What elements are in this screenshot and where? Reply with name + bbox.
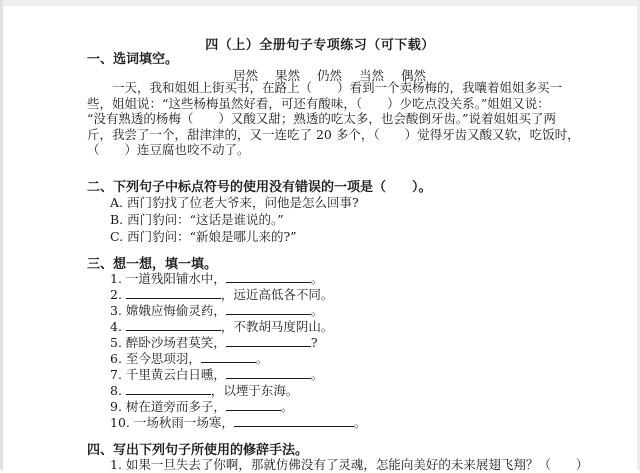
fill-suffix: 。 <box>353 415 367 430</box>
answer-blank[interactable] <box>126 287 221 299</box>
fill-suffix: 。 <box>310 367 324 382</box>
option-b: B. 西门豹问：“这话是谁说的。” <box>110 212 284 227</box>
fill-suffix: 。 <box>255 351 269 366</box>
answer-blank[interactable] <box>226 335 311 347</box>
word-choice: 偶然 <box>401 68 427 83</box>
passage-line: （ ）连豆腐也咬不动了。 <box>87 142 250 157</box>
fill-suffix: 。 <box>310 303 324 318</box>
page-left-edge <box>0 0 3 470</box>
section4-heading: 四、写出下列句子所使用的修辞手法。 <box>87 443 309 458</box>
fill-prompt: 2. <box>110 287 126 302</box>
answer-blank[interactable] <box>234 415 354 427</box>
fill-suffix: 。 <box>310 271 324 286</box>
passage-line: “没有熟透的杨梅（ ）又酸又甜；熟透的吃太多，也会酸倒牙齿。”说着姐姐买了两 <box>87 111 557 126</box>
page-top-edge <box>0 0 640 6</box>
passage-line: 一天，我和姐姐上街买书，在路上（ ）看到一个卖杨梅的，我嚷着姐姐多买一 <box>87 80 563 95</box>
word-choice: 仍然 <box>317 68 343 83</box>
fill-prompt: 10. 一场秋雨一场寒， <box>110 415 234 430</box>
fill-prompt: 6. 至今思项羽， <box>110 351 201 366</box>
fill-prompt: 3. 嫦娥应悔偷灵药， <box>110 303 226 318</box>
fill-suffix: ? <box>310 335 318 350</box>
section4-item: 1. 如果一旦失去了你啊，那就仿佛没有了灵魂，怎能向美好的未来展翅飞翔？（ ） <box>110 457 589 472</box>
fill-suffix: ，以堙于东海。 <box>210 383 299 398</box>
word-choice: 居然 <box>233 68 259 83</box>
section1-passage <box>87 80 580 158</box>
answer-blank[interactable] <box>226 399 281 411</box>
option-a: A. 西门豹找了位老大爷来，问他是怎么回事? <box>110 195 359 210</box>
section1-heading: 一、选词填空。 <box>87 52 179 67</box>
word-choice: 果然 <box>275 68 301 83</box>
fill-prompt: 4. <box>110 319 126 334</box>
word-choice: 当然 <box>359 68 385 83</box>
fill-suffix: ，不教胡马度阴山。 <box>220 319 334 334</box>
fill-item <box>110 413 366 431</box>
fill-suffix: ，远近高低各不同。 <box>220 287 334 302</box>
answer-blank[interactable] <box>126 383 211 395</box>
passage-line: 些，姐姐说：“这些杨梅虽然好看，可还有酸味，（ ）少吃点没关系。”姐姐又说： <box>87 95 550 111</box>
answer-blank[interactable] <box>226 367 311 379</box>
fill-prompt: 8. <box>110 383 126 398</box>
fill-prompt: 7. 千里黄云白日曛， <box>110 367 226 382</box>
answer-blank[interactable] <box>226 303 311 315</box>
section2-heading: 二、下列句子中标点符号的使用没有错误的一项是（ ）。 <box>87 180 432 195</box>
document-title: 四（上）全册句子专项练习（可下载） <box>205 38 435 53</box>
fill-suffix: 。 <box>280 399 294 414</box>
option-c: C. 西门豹问：“新娘是哪儿来的?” <box>110 229 297 244</box>
fill-prompt: 1. 一道残阳铺水中， <box>110 271 226 286</box>
section3-heading: 三、想一想，填一填。 <box>87 257 218 272</box>
fill-prompt: 9. 树在道旁而多子， <box>110 399 226 414</box>
answer-blank[interactable] <box>201 351 256 363</box>
answer-blank[interactable] <box>126 319 221 331</box>
answer-blank[interactable] <box>226 271 311 283</box>
fill-prompt: 5. 醉卧沙场君莫笑， <box>110 335 226 350</box>
passage-line: 斤，我尝了一个，甜津津的，又一连吃了 20 多个，（ ）觉得牙齿又酸又软，吃饭时， <box>87 126 580 142</box>
